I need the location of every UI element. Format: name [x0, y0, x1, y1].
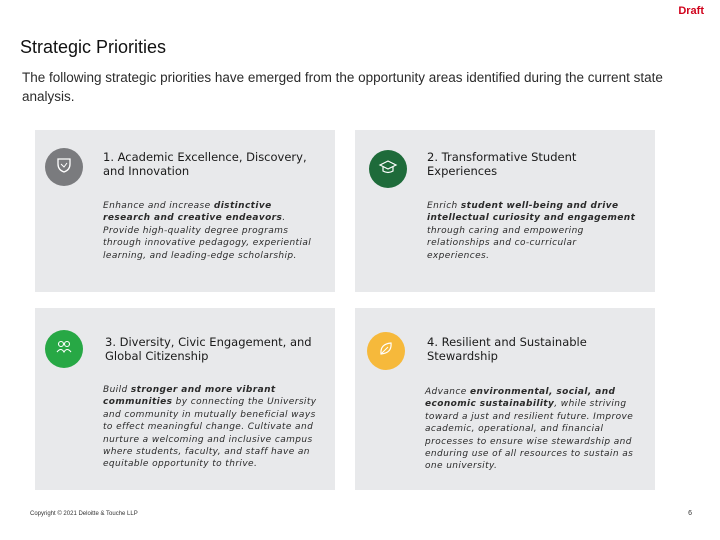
body-text: by connecting the University and community in mutually beneficial ways to effect meaningful change. Cultivate and nurture a welcoming and inclusive campus where students, faculty, and staff have an equitable opportunity to thrive.	[103, 397, 317, 470]
intro-text: The following strategic priorities have emerged from the opportunity areas identified during the current state analysis.	[22, 70, 663, 104]
priority-card-2	[355, 130, 655, 292]
priority-description	[425, 386, 645, 473]
priority-title: 3. Diversity, Civic Engagement, and Global Citizenship	[105, 335, 312, 363]
body-text: through caring and empowering relationships and co-curricular experiences.	[427, 225, 584, 261]
priority-card-1	[35, 130, 335, 292]
priority-description	[427, 200, 642, 262]
shield-icon	[54, 155, 74, 179]
graduation-cap-icon	[378, 157, 398, 181]
priority-icon-circle	[45, 330, 83, 368]
priority-title: 4. Resilient and Sustainable Stewardship	[427, 335, 587, 363]
leaf-icon	[376, 339, 396, 363]
copyright-notice: Copyright © 2021 Deloitte & Touche LLP	[30, 511, 138, 517]
emphasis-text: environmental, social, and economic sustainability	[425, 387, 616, 410]
priority-title: 1. Academic Excellence, Discovery, and Innovation	[103, 150, 307, 178]
emphasis-text: distinctive research and creative endeavors	[103, 201, 283, 224]
people-icon	[54, 337, 74, 361]
emphasis-text: student well-being and drive intellectual curiosity and engagement	[427, 201, 636, 224]
priority-card-3	[35, 308, 335, 490]
page-number: 6	[688, 510, 692, 517]
priority-title: 2. Transformative Student Experiences	[427, 150, 577, 178]
priority-icon-circle	[367, 332, 405, 370]
body-text: . Provide high-quality degree programs through innovative pedagogy, experiential learning, and leading-edge scholarship.	[103, 213, 312, 261]
draft-label: Draft	[678, 5, 704, 17]
priority-icon-circle	[369, 150, 407, 188]
priority-description	[103, 384, 321, 471]
priority-card-4	[355, 308, 655, 490]
body-text: , while striving toward a just and resilient future. Improve academic, operational, and financial processes to ensure wise stewardship and enduring use of all resources to sustain as one university.	[425, 399, 634, 472]
body-text: Enrich	[427, 201, 461, 211]
priority-icon-circle	[45, 148, 83, 186]
priority-description	[103, 200, 321, 262]
body-text: Advance	[425, 387, 470, 397]
emphasis-text: stronger and more vibrant communities	[103, 385, 276, 408]
body-text: Enhance and increase	[103, 201, 214, 211]
body-text: Build	[103, 385, 131, 395]
page-title: Strategic Priorities	[20, 37, 167, 57]
